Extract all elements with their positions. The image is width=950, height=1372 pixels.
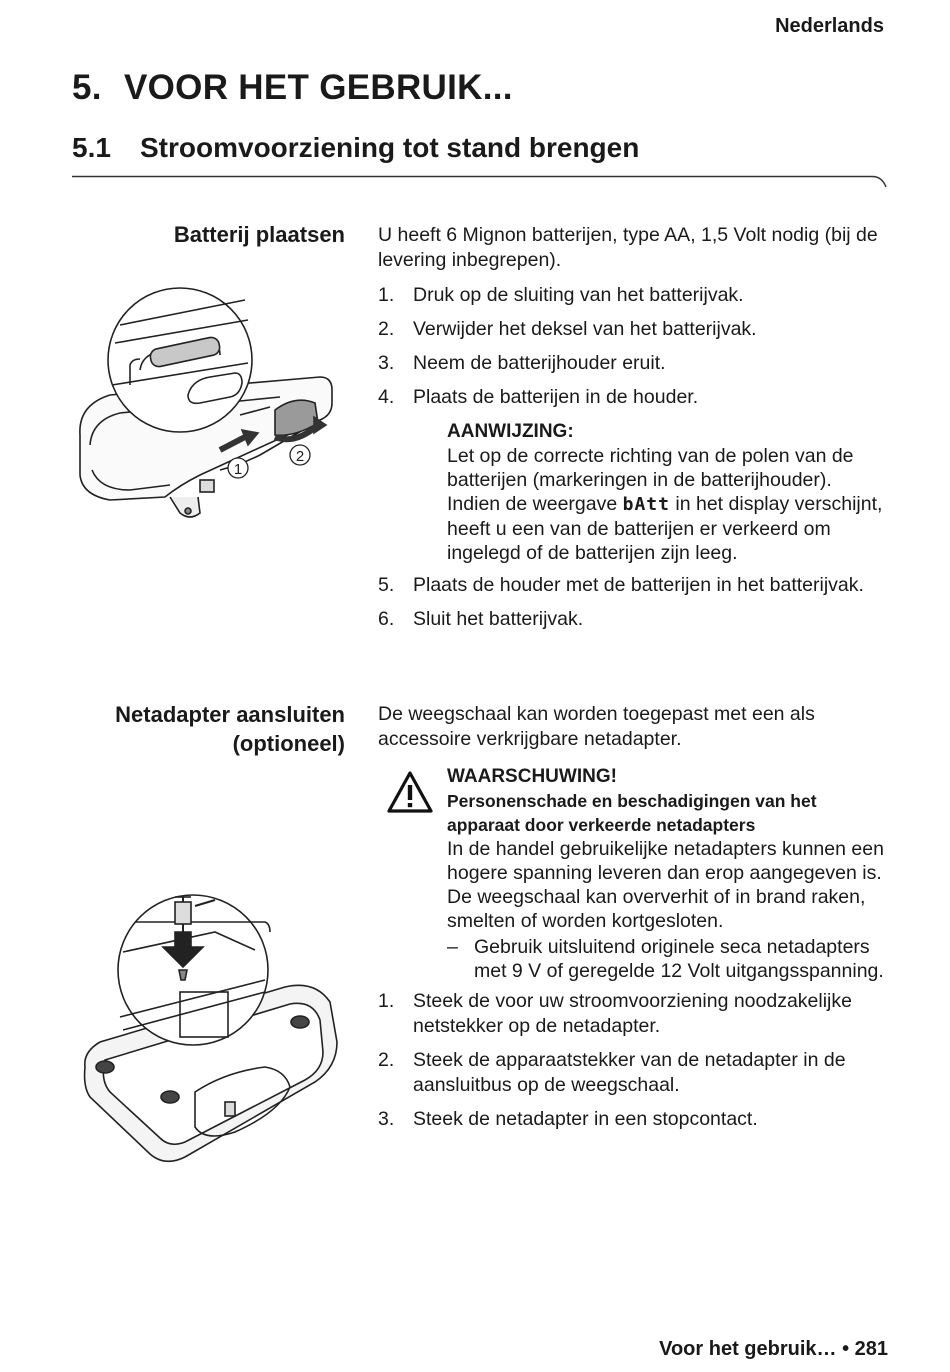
battery-intro: U heeft 6 Mignon batterijen, type AA, 1,5 Volt nodig (bij de levering inbegrepen). [378, 224, 878, 271]
adapter-connection-illustration [75, 892, 360, 1172]
list-item: 3. Neem de batterijhouder eruit. [378, 352, 666, 374]
battery-content [378, 223, 890, 641]
list-item: 3. Steek de netadapter in een stopcontact. [378, 1108, 758, 1130]
list-item: 1. Druk op de sluiting van het batterijvak. [378, 284, 744, 306]
section-title [72, 132, 639, 164]
list-item: 4. Plaats de batterijen in de houder. [378, 386, 699, 408]
list-item: 2. Steek de apparaatstekker van de netadapter in de aansluitbus op de weegschaal. [378, 1049, 846, 1096]
section-title-text: Stroomvoorziening tot stand brengen [140, 132, 640, 163]
battery-steps [378, 283, 890, 410]
battery-steps-continued [378, 573, 890, 632]
display-batt-symbol: bAtt [622, 494, 670, 515]
language-label: Nederlands [775, 15, 884, 37]
warning-text: In de handel gebruikelijke netadapters kunnen een hogere spanning leveren dan erop aangegeven is. De weegschaal kan oververhit of in brand raken, smelten of worden kortgesloten. [447, 838, 884, 932]
list-item: 5. Plaats de houder met de batterijen in het batterijvak. [378, 574, 864, 596]
warning-title: WAARSCHUWING! [447, 766, 617, 787]
chapter-title-text: VOOR HET GEBRUIK... [124, 68, 513, 107]
adapter-heading-line1: Netadapter aansluiten [115, 702, 345, 727]
list-item: 6. Sluit het batterijvak. [378, 608, 584, 630]
list-item: 1. Steek de voor uw stroomvoorziening noodzakelijke netstekker op de netadapter. [378, 990, 852, 1037]
chapter-number: 5. [72, 68, 102, 107]
adapter-intro: De weegschaal kan worden toegepast met een als accessoire verkrijgbare netadapter. [378, 703, 815, 750]
adapter-heading-line2: (optioneel) [232, 731, 345, 756]
adapter-heading [115, 700, 345, 758]
figure-label-1: 1 [233, 461, 243, 478]
bullet-dash: – [447, 936, 458, 958]
section-divider [72, 175, 888, 191]
battery-compartment-illustration [70, 285, 360, 525]
note-title: AANWIJZING: [447, 421, 574, 442]
warning-subtitle: Personenschade en beschadigingen van het apparaat door verkeerde netadapters [447, 791, 817, 835]
warning-triangle-icon [386, 770, 434, 814]
list-item: 2. Verwijder het deksel van het batterijvak. [378, 318, 757, 340]
warning-block [378, 764, 890, 983]
adapter-content [378, 702, 890, 1141]
page-footer: Voor het gebruik… • 281 [659, 1338, 888, 1360]
chapter-title [72, 68, 513, 108]
note-text: Let op de correcte richting van de polen van de batterijen (markeringen in de batterijhouder). Indien de weergave bAtt in het display verschijnt, heeft u een van de batterijen er verkeerd om ingelegd of de batterijen zijn leeg. [447, 445, 883, 564]
adapter-steps [378, 989, 890, 1132]
warning-bullet: – Gebruik uitsluitend originele seca netadapters met 9 V of geregelde 12 Volt uitgangsspanning. [447, 936, 884, 982]
section-number: 5.1 [72, 132, 111, 163]
battery-heading: Batterij plaatsen [173, 222, 345, 247]
battery-note [378, 419, 890, 565]
figure-label-2: 2 [295, 448, 305, 465]
